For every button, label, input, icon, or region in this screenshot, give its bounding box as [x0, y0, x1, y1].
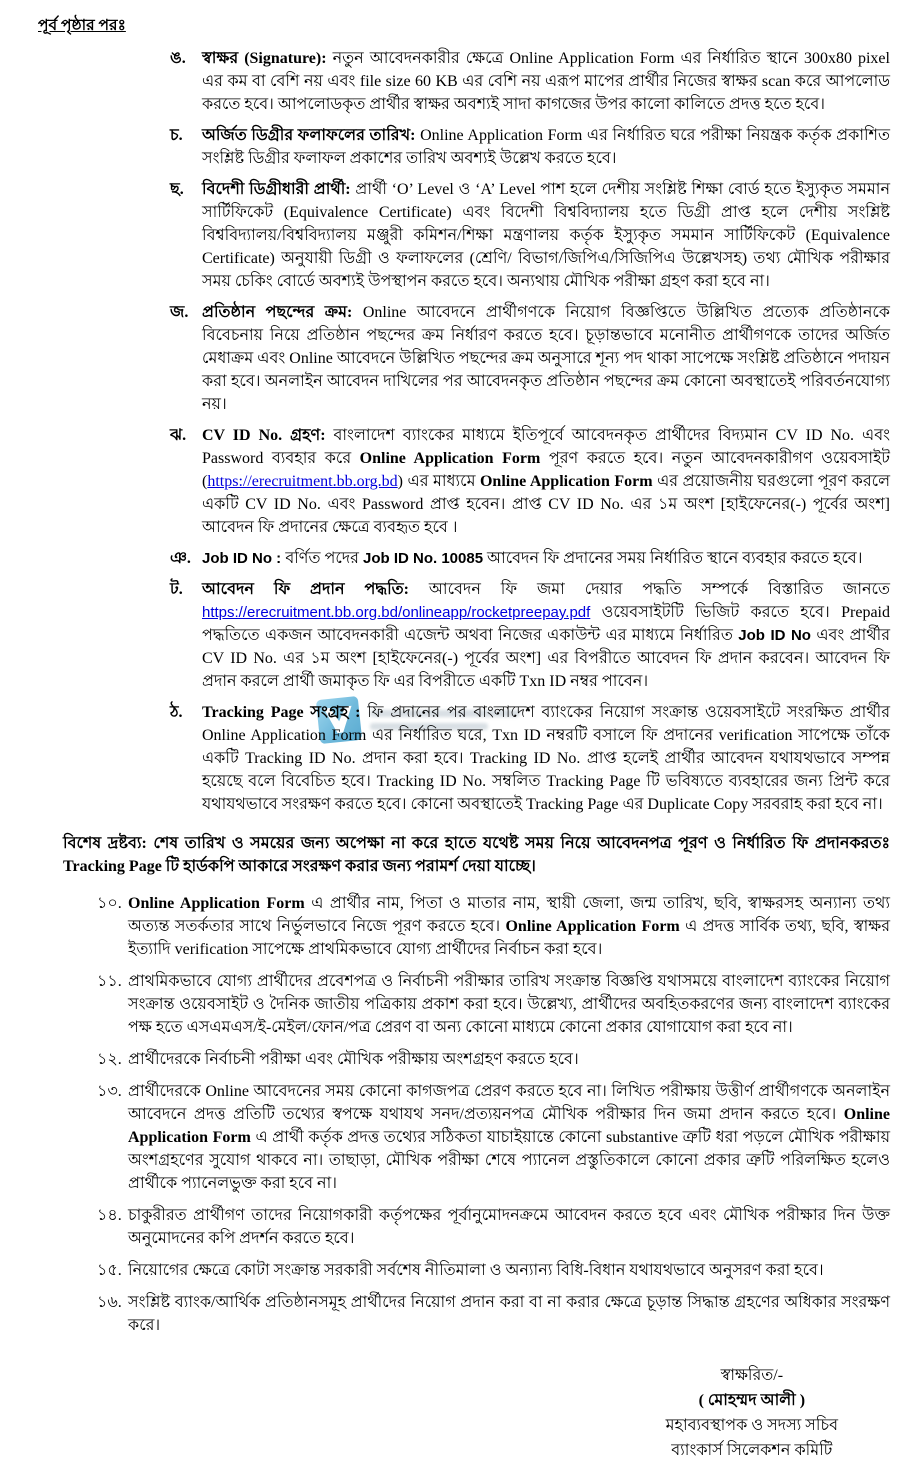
list-item-11 [97, 970, 890, 1039]
item-marker: ট. [170, 581, 183, 598]
item-marker: ১৩. [97, 1083, 122, 1100]
item-marker: চ. [170, 127, 183, 144]
list-item-14 [97, 1204, 890, 1250]
signatory-committee: ব্যাংকার্স সিলেকশন কমিটি [671, 1442, 833, 1459]
item-marker: ১০. [97, 895, 122, 912]
item-marker: ছ. [170, 181, 184, 198]
item-text [128, 1080, 890, 1195]
signature-inner [666, 1363, 838, 1463]
text-segment: পূরণ করতে হবে। নতুন আবেদনকারীগণ ওয়েবসাইট ( [202, 450, 890, 490]
hyperlink[interactable]: https://erecruitment.bb.org.bd/onlineapp/rocketpreepay.pdf [202, 604, 591, 621]
signatory-title: মহাব্যবস্থাপক ও সদস্য সচিব [665, 1417, 838, 1434]
text-segment: ওয়েবসাইটটি ভিজিট করতে হবে। Prepaid পদ্ধতিতে একজন আবেদনকারী এজেন্ট অথবা নিজের একাউন্ট এর মাধ্যমে নির্ধারিত [202, 604, 890, 644]
list-item-job-id [170, 547, 890, 570]
lettered-list [170, 47, 890, 816]
text-segment: Tracking Page সংগ্রহ : [202, 704, 368, 721]
item-text [128, 1291, 890, 1337]
signatory-name: ( মোহম্মদ আলী ) [698, 1392, 806, 1409]
signed-label: স্বাক্ষরিত/- [720, 1367, 784, 1384]
text-segment: বিশেষ দ্রষ্টব্য: শেষ তারিখ ও সময়ের জন্য অপেক্ষা না করে হাতে যথেষ্ট সময় নিয়ে আবেদনপত্র পূরণ ও নির্ধারিত ফি প্রদানকরতঃ Tracking Page টি হার্ডকপি আকারে সংরক্ষণ করার জন্য পরামর্শ দেয়া যাচ্ছে। [63, 835, 890, 875]
list-item-signature [170, 47, 890, 116]
text-segment: Online Application Form [479, 473, 653, 490]
item-text [202, 424, 890, 539]
text-segment: বিদেশী ডিগ্রীধারী প্রার্থী: [202, 181, 356, 198]
text-segment: Job ID No : [202, 550, 286, 567]
text-segment: প্রার্থীদেরকে নির্বাচনী পরীক্ষা এবং মৌখিক পরীক্ষায় অংশগ্রহণ করতে হবে। [128, 1051, 579, 1068]
text-segment: প্রার্থী ‘O’ Level ও ‘A’ Level পাশ হলে দেশীয় সংশ্লিষ্ট শিক্ষা বোর্ড হতে ইস্যুকৃত সমমান সার্টিফিকেট (Equivalence Certificate) এবং বিদেশী বিশ্ববিদ্যালয় হতে ডিগ্রী প্রাপ্ত হলে দেশীয় সংশ্লিষ্ট বিশ্ববিদ্যালয়/বিশ্ববিদ্যালয় মঞ্জুরী কমিশন/শিক্ষা মন্ত্রণালয় কর্তৃক ইস্যুকৃত সমমান সার্টিফিকেট (Equivalence Certificate) অনুযায়ী ডিগ্রী ও ফলাফলের (শ্রেণি/ বিভাগ/জিপিএ/সিজিপিএ উল্লেখসহ) তথ্য মৌখিক পরীক্ষার সময় চেকিং বোর্ডে অবশ্যই উপস্থাপন করতে হবে। অন্যথায় মৌখিক পরীক্ষা গ্রহণ করা হবে না। [202, 181, 890, 290]
item-marker: ১৪. [97, 1207, 122, 1224]
text-segment: Online Application Form [128, 1106, 890, 1146]
text-segment: Online Application Form [128, 895, 305, 912]
item-text [202, 547, 890, 570]
list-item-fee-payment [170, 578, 890, 693]
text-segment: আবেদন ফি প্রদানের সময় নির্ধারিত স্থানে ব্যবহার করতে হবে। [483, 550, 863, 567]
signature-block [0, 1363, 838, 1463]
text-segment: Online Application Form [359, 450, 541, 467]
item-text [202, 578, 890, 693]
item-marker: ১৬. [97, 1294, 122, 1311]
item-text [128, 1259, 890, 1282]
text-segment: ফি প্রদানের পর বাংলাদেশ ব্যাংকের নিয়োগ সংক্রান্ত ওয়েবসাইটে সংরক্ষিত প্রার্থীর Online Application Form এর নির্ধারিত ঘরে, Txn ID নম্বরটি বসালে ফি প্রদানের verification সাপেক্ষে তাঁকে একটি Tracking ID No. প্রদান করা হবে। Tracking ID No. প্রাপ্ত হলেই প্রার্থীর আবেদন যথাযথভাবে সম্পন্ন হয়েছে বলে বিবেচিত হবে। Tracking ID No. সম্বলিত Tracking Page টি ভবিষ্যতে ব্যবহারের জন্য প্রিন্ট করে যথাযথভাবে সংরক্ষণ করতে হবে। কোনো অবস্থাতেই Tracking Page এর Duplicate Copy সরবরাহ করা হবে না। [202, 704, 890, 813]
list-item-16 [97, 1291, 890, 1337]
list-item-13 [97, 1080, 890, 1195]
list-item-tracking-page [170, 701, 890, 816]
item-marker: ১১. [97, 973, 122, 990]
list-item-foreign-degree [170, 178, 890, 293]
special-note [63, 832, 890, 878]
text-segment: Online Application Form [505, 918, 680, 935]
item-marker: ১৫. [97, 1262, 122, 1279]
text-segment: প্রার্থীদেরকে Online আবেদনের সময় কোনো কাগজপত্র প্রেরণ করতে হবে না। লিখিত পরীক্ষায় উত্তীর্ণ প্রার্থীগণকে অনলাইন আবেদনে প্রদত্ত প্রতিটি তথ্যের স্বপক্ষে যথাযথ সনদ/প্রত্যয়নপত্র মৌখিক পরীক্ষার দিন জমা প্রদান করতে হবে। [128, 1083, 890, 1123]
item-marker: ঙ. [170, 50, 186, 67]
numbered-list [97, 892, 890, 1337]
list-item-12 [97, 1048, 890, 1071]
text-segment: নতুন আবেদনকারীর ক্ষেত্রে Online Application Form এর নির্ধারিত স্থানে 300x80 pixel এর কম বা বেশি নয় এবং file size 60 KB এর বেশি নয় এরূপ মাপের প্রার্থীর নিজের স্বাক্ষর scan করে আপলোড করতে হবে। আপলোডকৃত প্রার্থীর স্বাক্ষর অবশ্যই সাদা কাগজের উপর কালো কালিতে প্রদত্ত হতে হবে। [202, 50, 890, 113]
item-marker: ঠ. [170, 704, 183, 721]
text-segment: চাকুরীরত প্রার্থীগণ তাদের নিয়োগকারী কর্তৃপক্ষের পূর্বানুমোদনক্রমে আবেদন করতে হবে এবং মৌখিক পরীক্ষার দিন উক্ত অনুমোদনের কপি প্রদর্শন করতে হবে। [128, 1207, 890, 1247]
item-text [202, 178, 890, 293]
list-item-institution-preference [170, 301, 890, 416]
text-segment: প্রতিষ্ঠান পছন্দের ক্রম: [202, 304, 363, 321]
item-marker: ১২. [97, 1051, 122, 1068]
item-marker: ঝ. [170, 427, 187, 444]
text-segment: এ প্রার্থীর নাম, পিতা ও মাতার নাম, স্থায়ী জেলা, জন্ম তারিখ, ছবি, স্বাক্ষরসহ অন্যান্য তথ্য অত্যন্ত সতর্কতার সাথে নির্ভুলভাবে নিজে পূরণ করতে হবে। [128, 895, 890, 935]
text-segment: অর্জিত ডিগ্রীর ফলাফলের তারিখ: [202, 127, 421, 144]
text-segment: এর প্রয়োজনীয় ঘরগুলো পূরণ করলে একটি CV ID No. এবং Password প্রাপ্ত হবেন। প্রাপ্ত CV ID No. এর ১ম অংশ [হাইফেনের(-) পূর্বের অংশ] আবেদন ফি প্রদানের ক্ষেত্রে ব্যবহৃত হবে । [202, 473, 891, 536]
text-segment: প্রাথমিকভাবে যোগ্য প্রার্থীদের প্রবেশপত্র ও নির্বাচনী পরীক্ষার তারিখ সংক্রান্ত বিজ্ঞপ্তি যথাসময়ে বাংলাদেশ ব্যাংকের নিয়োগ সংক্রান্ত ওয়েবসাইট ও দৈনিক জাতীয় পত্রিকায় প্রকাশ করা হবে। উল্লেখ্য, প্রার্থীদের অবহিতকরণের জন্য বাংলাদেশ ব্যাংকের পক্ষ হতে এসএমএস/ই-মেইল/ফোন/পত্র প্রেরণ বা অন্য কোনো মাধ্যমে কোনো প্রকার যোগাযোগ করা হবে না। [128, 973, 890, 1036]
item-text [202, 47, 890, 116]
text-segment: Online Application Form এর নির্ধারিত ঘরে পরীক্ষা নিয়ন্ত্রক কর্তৃক প্রকাশিত সংশ্লিষ্ট ডিগ্রীর ফলাফল প্রকাশের তারিখ অবশ্যই উল্লেখ করতে হবে। [202, 127, 891, 167]
item-text [202, 701, 890, 816]
item-marker: ঞ. [170, 550, 191, 567]
list-item-cv-id [170, 424, 890, 539]
item-text [202, 124, 890, 170]
item-text [128, 970, 890, 1039]
item-text [128, 1204, 890, 1250]
text-segment: Online আবেদনে প্রার্থীগণকে নিয়োগ বিজ্ঞপ্তিতে উল্লিখিত প্রত্যেক প্রতিষ্ঠানকে বিবেচনায় নিয়ে প্রতিষ্ঠান পছন্দের ক্রম নির্ধারণ করতে হবে। চূড়ান্তভাবে মনোনীত প্রার্থীগণকে তাদের অর্জিত মেধাক্রম এবং Online আবেদনে উল্লিখিত পছন্দের ক্রম অনুসারে শূন্য পদ থাকা সাপেক্ষে সংশ্লিষ্ট প্রতিষ্ঠানে পদায়ন করা হবে। অনলাইন আবেদন দাখিলের পর আবেদনকৃত প্রতিষ্ঠান পছন্দের ক্রম কোনো অবস্থাতেই পরিবর্তনযোগ্য নয়। [202, 304, 890, 413]
hyperlink[interactable]: https://erecruitment.bb.org.bd [207, 473, 398, 490]
text-segment: আবেদন ফি জমা দেয়ার পদ্ধতি সম্পর্কে বিস্তারিত জানতে [428, 581, 890, 598]
list-item-10 [97, 892, 890, 961]
text-segment: আবেদন ফি প্রদান পদ্ধতি: [202, 581, 429, 598]
text-segment: এবং প্রার্থীর CV ID No. এর ১ম অংশ [হাইফেনের(-) পূর্বের অংশ] এর বিপরীতে আবেদন ফি প্রদান করবেন। আবেদন ফি প্রদান করলে প্রার্থী জমাকৃত ফি এর বিপরীতে একটি Txn ID নম্বর পাবেন। [202, 627, 890, 690]
list-item-degree-result-date [170, 124, 890, 170]
item-text [128, 1048, 890, 1071]
text-segment: এ প্রদত্ত সার্বিক তথ্য, ছবি, স্বাক্ষর ইত্যাদি verification সাপেক্ষে প্রাথমিকভাবে যোগ্য প্রার্থীদের নির্বাচন করা হবে। [128, 918, 890, 958]
list-item-15 [97, 1259, 890, 1282]
item-text [202, 301, 890, 416]
text-segment: CV ID No. গ্রহণ: [202, 427, 334, 444]
item-text [128, 892, 890, 961]
text-segment: সংশ্লিষ্ট ব্যাংক/আর্থিক প্রতিষ্ঠানসমূহ প্রার্থীদের নিয়োগ প্রদান করা বা না করার ক্ষেত্রে চূড়ান্ত সিদ্ধান্ত গ্রহণের অধিকার সংরক্ষণ করে। [128, 1294, 890, 1334]
text-segment: বর্ণিত পদের [285, 550, 363, 567]
text-segment: স্বাক্ষর (Signature): [202, 50, 333, 67]
text-segment: Job ID No [738, 627, 811, 644]
text-segment: নিয়োগের ক্ষেত্রে কোটা সংক্রান্ত সরকারী সর্বশেষ নীতিমালা ও অন্যান্য বিধি-বিধান যথাযথভাবে অনুসরণ করা হবে। [128, 1262, 824, 1279]
text-segment: Job ID No. 10085 [363, 550, 484, 567]
text-segment: এ প্রার্থী কর্তৃক প্রদত্ত তথ্যের সঠিকতা যাচাইয়ান্তে কোনো substantive ত্রুটি ধরা পড়লে মৌখিক পরীক্ষায় অংশগ্রহণের সুযোগ থাকবে না। তাছাড়া, মৌখিক পরীক্ষা শেষে প্যানেল প্রস্তুতিকালে কোনো প্রকার ত্রুটি পরিলক্ষিত হলেও প্রার্থীকে প্যানেলভুক্ত করা হবে না। [128, 1129, 890, 1192]
item-marker: জ. [170, 304, 189, 321]
text-segment: ) এর মাধ্যমে [397, 473, 480, 490]
page-continuation-header: পূর্ব পৃষ্ঠার পরঃ [38, 17, 126, 34]
text-segment: বাংলাদেশ ব্যাংকের মাধ্যমে ইতিপূর্বে আবেদনকৃত প্রার্থীদের বিদ্যমান CV ID No. এবং Password ব্যবহার করে [202, 427, 890, 467]
